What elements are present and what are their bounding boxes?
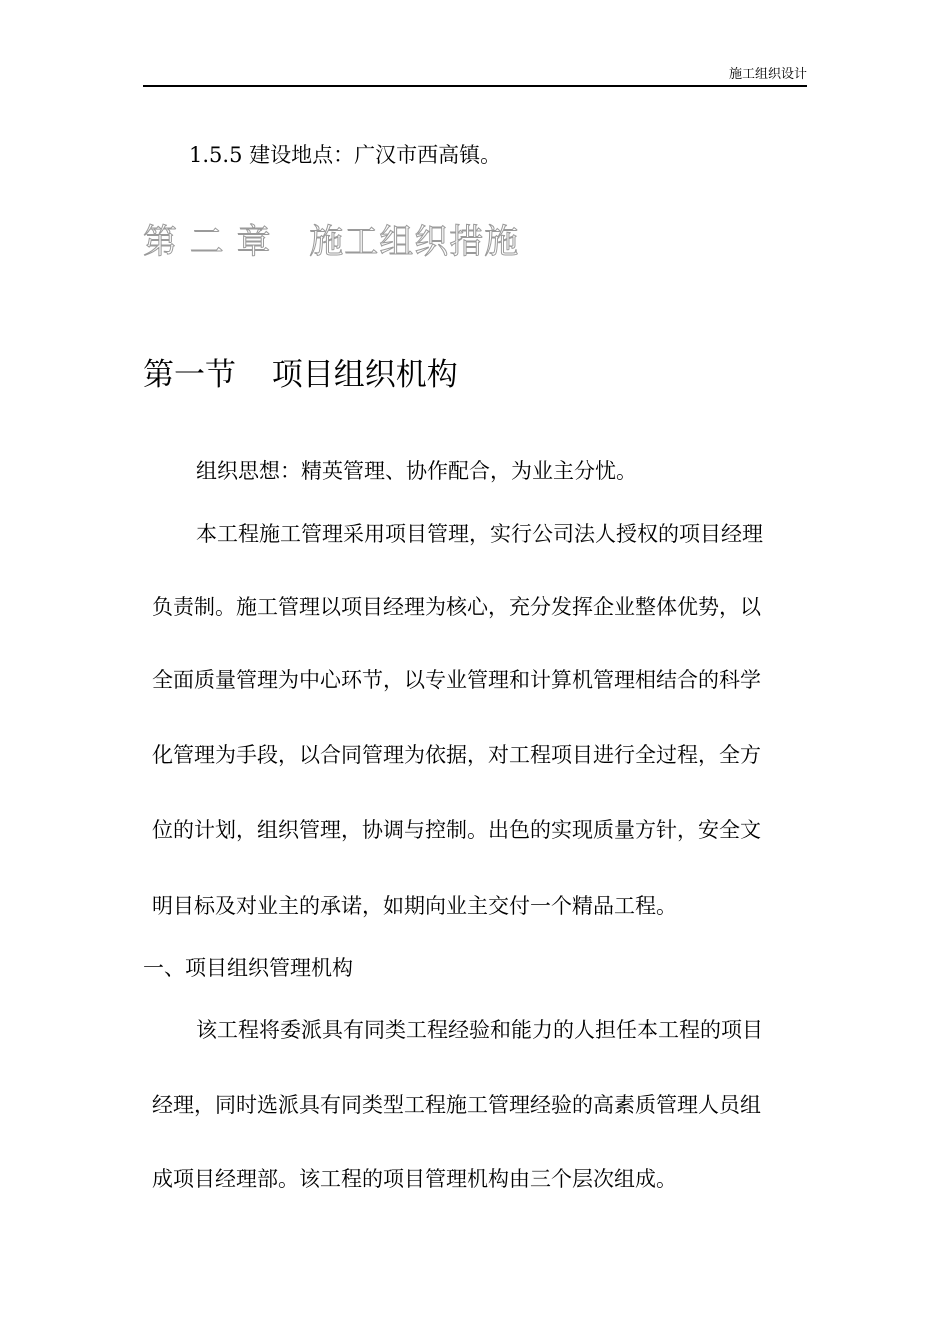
header-divider	[143, 85, 807, 87]
item-1-5-5: 1.5.5 建设地点：广汉市西高镇。	[189, 143, 502, 167]
section-name: 项目组织机构	[271, 357, 458, 393]
paragraph-line: 该工程将委派具有同类工程经验和能力的人担任本工程的项目	[196, 1018, 763, 1042]
paragraph-line: 负责制。施工管理以项目经理为核心，充分发挥企业整体优势，以	[152, 595, 761, 619]
chapter-number: 第 二 章	[143, 222, 272, 262]
paragraph-line: 经理，同时选派具有同类型工程施工管理经验的高素质管理人员组	[152, 1093, 761, 1117]
paragraph-line: 化管理为手段，以合同管理为依据，对工程项目进行全过程，全方	[152, 743, 761, 767]
chapter-name: 施工组织措施	[309, 222, 520, 262]
header-title: 施工组织设计	[728, 67, 807, 82]
section-title	[143, 356, 458, 394]
paragraph-organization-idea: 组织思想：精英管理、协作配合，为业主分忧。	[196, 459, 637, 483]
section-number: 第一节	[143, 357, 236, 393]
paragraph-line: 全面质量管理为中心环节，以专业管理和计算机管理相结合的科学	[152, 668, 761, 692]
paragraph-line: 成项目经理部。该工程的项目管理机构由三个层次组成。	[152, 1167, 677, 1191]
paragraph-line: 明目标及对业主的承诺，如期向业主交付一个精品工程。	[152, 894, 677, 918]
paragraph-line: 位的计划，组织管理，协调与控制。出色的实现质量方针，安全文	[152, 818, 761, 842]
heading-project-organization: 一、项目组织管理机构	[143, 956, 353, 980]
chapter-title	[143, 222, 519, 262]
paragraph-line: 本工程施工管理采用项目管理，实行公司法人授权的项目经理	[196, 522, 763, 546]
